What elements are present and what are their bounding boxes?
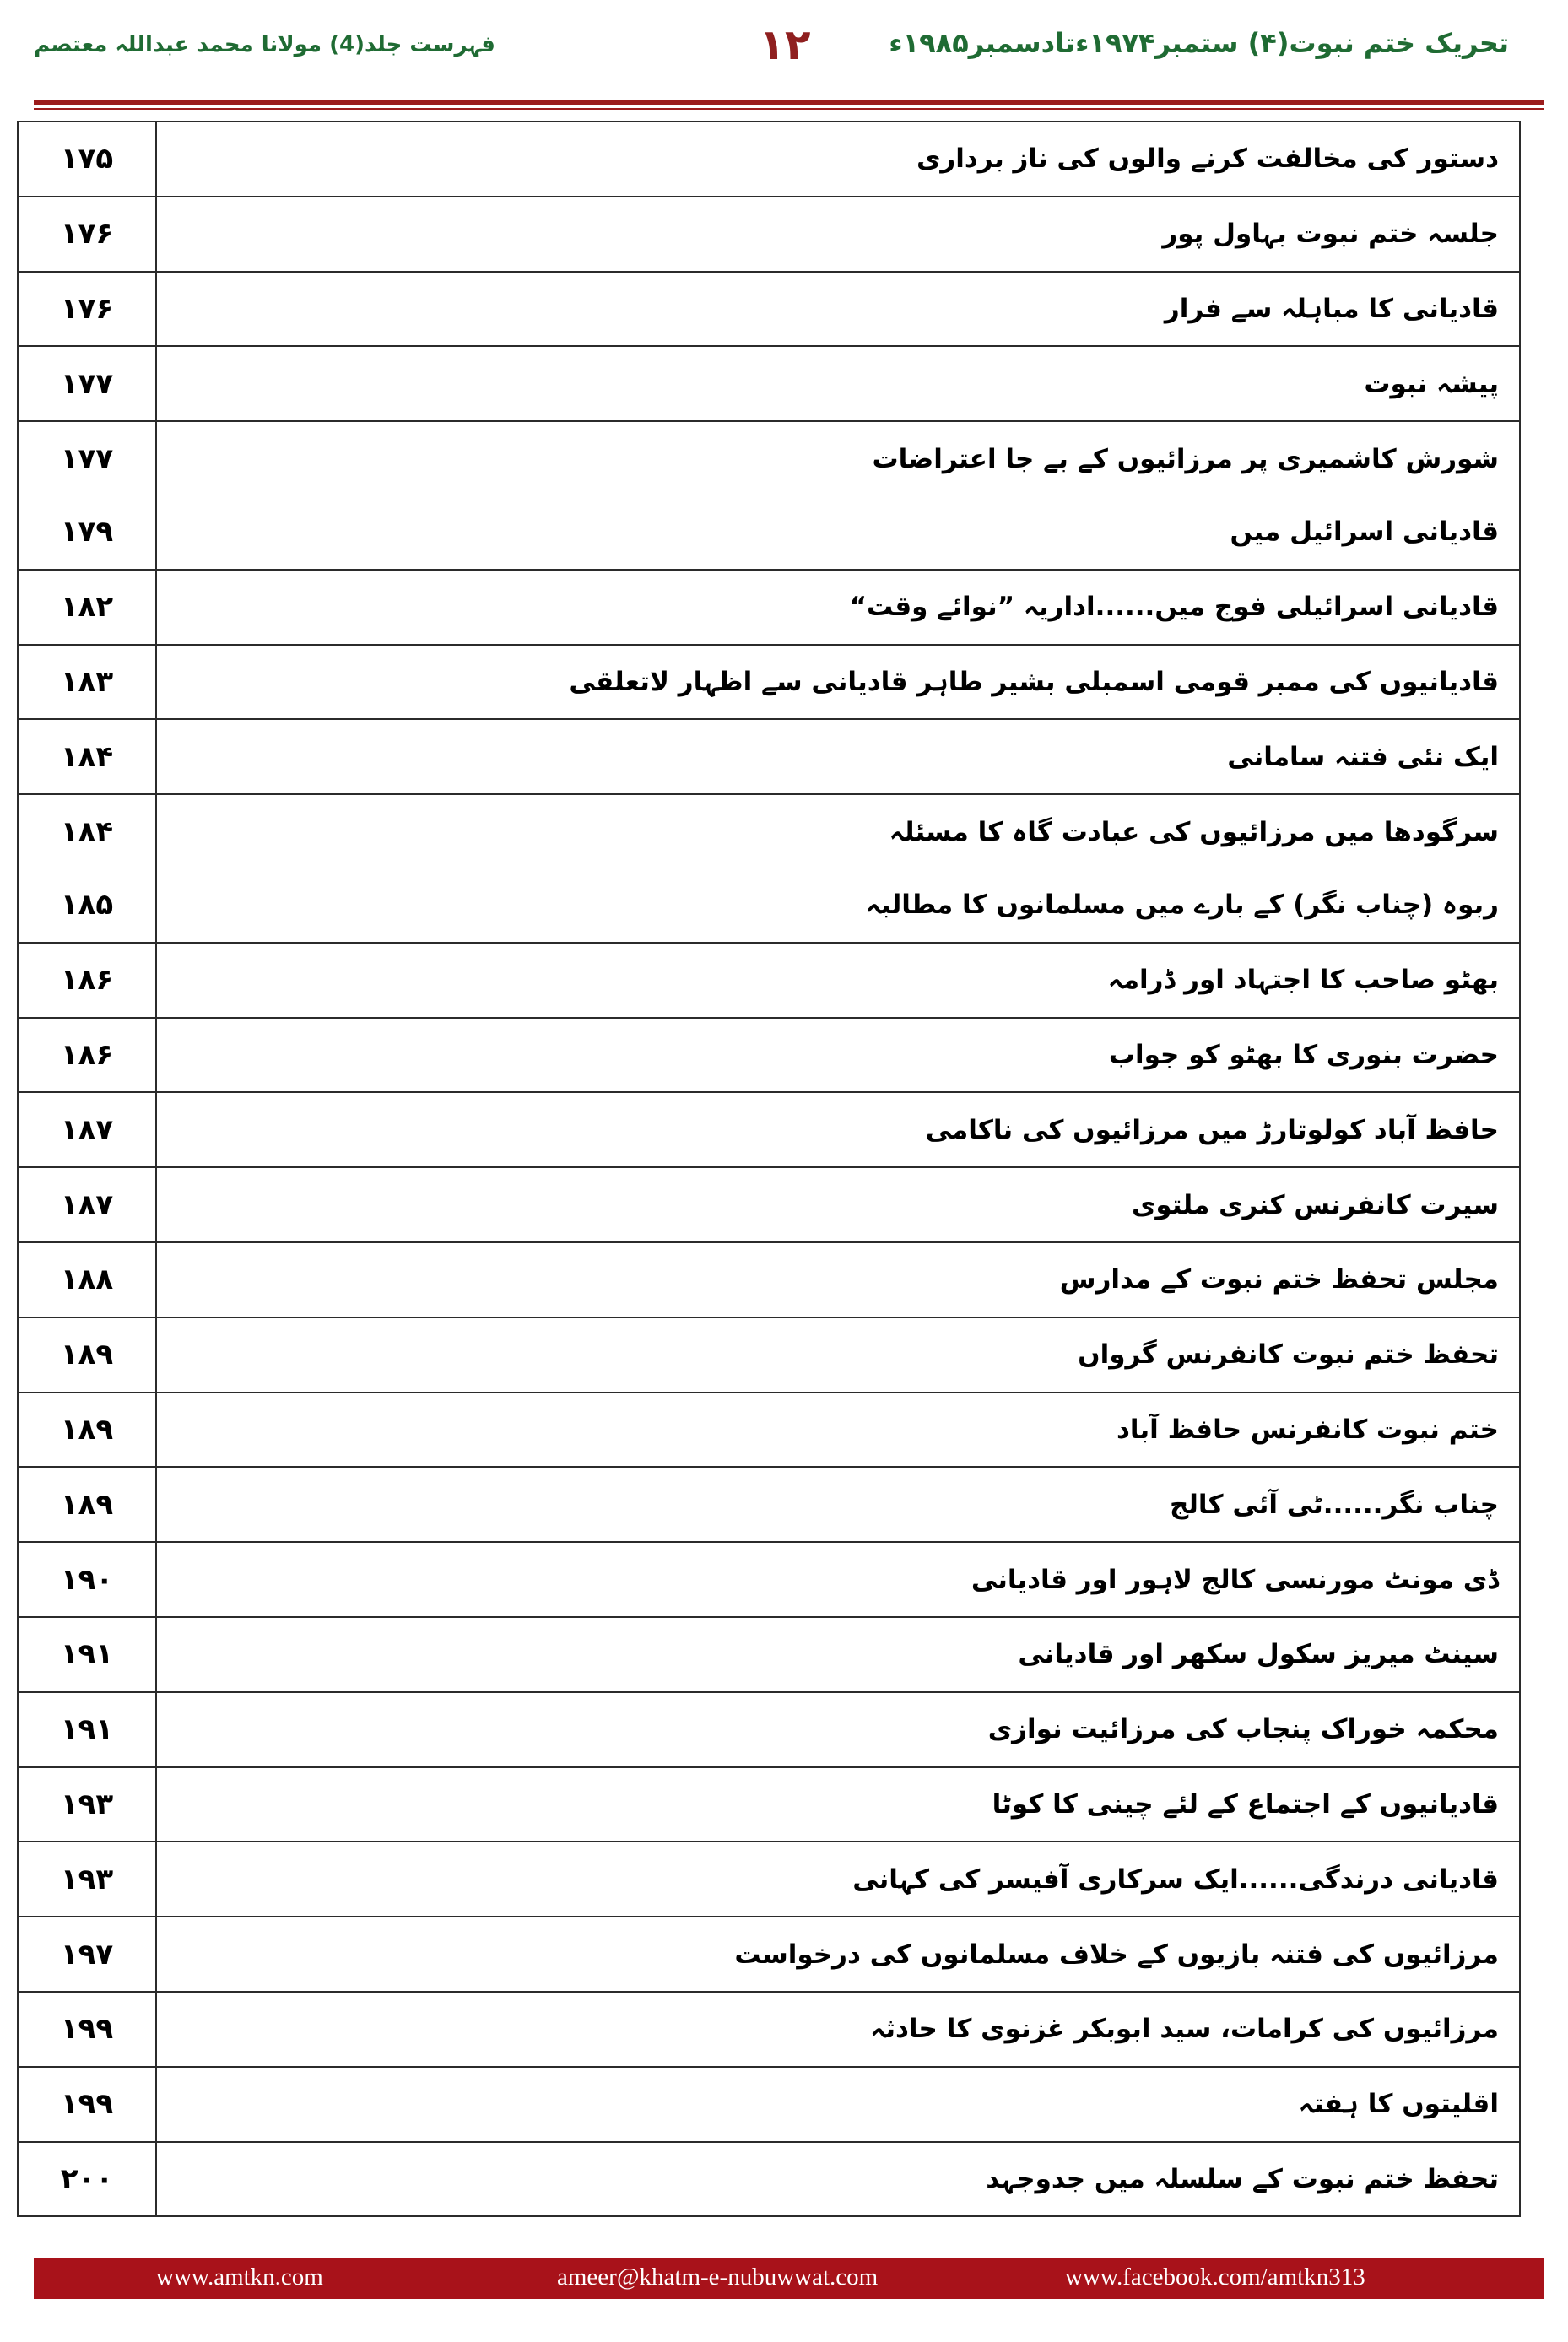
row-page-number: ۱۹۳ <box>18 1842 156 1917</box>
row-title[interactable]: تحفظ ختم نبوت کانفرنس گرواں <box>156 1317 1520 1393</box>
row-page-number: ۱۷۶ <box>18 272 156 347</box>
contents-table <box>17 121 1521 2217</box>
row-title[interactable]: قادیانی اسرائیلی فوج میں......اداریہ ”نوائے وقت“ <box>156 570 1520 645</box>
row-page-number: ۱۸۹ <box>18 1317 156 1393</box>
row-page-number: ۱۸۹ <box>18 1467 156 1542</box>
table-row <box>18 495 1520 570</box>
row-title[interactable]: تحفظ ختم نبوت کے سلسلہ میں جدوجہد <box>156 2142 1520 2217</box>
row-page-number: ۱۹۹ <box>18 2067 156 2142</box>
row-title[interactable]: چناب نگر......ٹی آئی کالج <box>156 1467 1520 1542</box>
website-link[interactable]: www.amtkn.com <box>156 2264 323 2291</box>
page-header <box>0 0 1568 93</box>
row-title[interactable]: مجلس تحفظ ختم نبوت کے مدارس <box>156 1242 1520 1317</box>
table-row <box>18 868 1520 943</box>
row-title[interactable]: پیشہ نبوت <box>156 346 1520 421</box>
row-title[interactable]: مرزائیوں کی فتنہ بازیوں کے خلاف مسلمانوں کی درخواست <box>156 1917 1520 1992</box>
table-row <box>18 1092 1520 1167</box>
row-page-number: ۱۷۵ <box>18 122 156 197</box>
row-title[interactable]: حافظ آباد کولوتارڑ میں مرزائیوں کی ناکامی <box>156 1092 1520 1167</box>
row-page-number: ۱۹۱ <box>18 1692 156 1767</box>
table-row <box>18 794 1520 868</box>
row-title[interactable]: اقلیتوں کا ہفتہ <box>156 2067 1520 2142</box>
volume-author-label <box>34 32 506 57</box>
volume-author-text: فہرست جلد(4) مولانا محمد عبداللہ معتصم <box>34 32 495 57</box>
table-row <box>18 1393 1520 1468</box>
row-page-number: ۱۹۹ <box>18 1992 156 2067</box>
table-row <box>18 1917 1520 1992</box>
row-title[interactable]: قادیانی اسرائیل میں <box>156 495 1520 570</box>
row-page-number: ۱۸۵ <box>18 868 156 943</box>
table-row <box>18 197 1520 272</box>
row-page-number: ۱۸۷ <box>18 1167 156 1242</box>
page-number: ۱۲ <box>759 20 811 69</box>
row-page-number: ۱۸۳ <box>18 645 156 720</box>
row-title[interactable]: قادیانی درندگی......ایک سرکاری آفیسر کی کہانی <box>156 1842 1520 1917</box>
row-page-number: ۱۸۶ <box>18 1018 156 1093</box>
row-title[interactable]: حضرت بنوری کا بھٹو کو جواب <box>156 1018 1520 1093</box>
table-row <box>18 1018 1520 1093</box>
page-footer <box>34 2258 1544 2299</box>
row-page-number: ۱۸۸ <box>18 1242 156 1317</box>
row-title[interactable]: بھٹو صاحب کا اجتہاد اور ڈرامہ <box>156 943 1520 1018</box>
email-link[interactable]: ameer@khatm-e-nubuwwat.com <box>557 2264 879 2291</box>
table-row <box>18 122 1520 197</box>
row-page-number: ۱۷۷ <box>18 346 156 421</box>
row-title[interactable]: محکمہ خوراک پنجاب کی مرزائیت نوازی <box>156 1692 1520 1767</box>
row-page-number: ۱۹۳ <box>18 1767 156 1842</box>
table-row <box>18 346 1520 421</box>
row-title[interactable]: قادیانیوں کی ممبر قومی اسمبلی بشیر طاہر قادیانی سے اظہار لاتعلقی <box>156 645 1520 720</box>
row-title[interactable]: سینٹ میریز سکول سکھر اور قادیانی <box>156 1617 1520 1692</box>
row-page-number: ۱۸۴ <box>18 794 156 868</box>
table-row <box>18 1767 1520 1842</box>
table-row <box>18 943 1520 1018</box>
row-title[interactable]: ربوہ (چناب نگر) کے بارے میں مسلمانوں کا مطالبہ <box>156 868 1520 943</box>
table-row <box>18 570 1520 645</box>
facebook-link[interactable]: www.facebook.com/amtkn313 <box>1065 2264 1365 2291</box>
table-row <box>18 1992 1520 2067</box>
table-row <box>18 421 1520 495</box>
row-page-number: ۱۷۷ <box>18 421 156 495</box>
table-row <box>18 645 1520 720</box>
table-row <box>18 1617 1520 1692</box>
row-title[interactable]: سرگودھا میں مرزائیوں کی عبادت گاہ کا مسئلہ <box>156 794 1520 868</box>
table-row <box>18 1167 1520 1242</box>
row-page-number: ۱۸۴ <box>18 719 156 794</box>
row-page-number: ۱۸۶ <box>18 943 156 1018</box>
row-title[interactable]: قادیانیوں کے اجتماع کے لئے چینی کا کوٹا <box>156 1767 1520 1842</box>
table-row <box>18 719 1520 794</box>
row-page-number: ۲۰۰ <box>18 2142 156 2217</box>
row-page-number: ۱۹۷ <box>18 1917 156 1992</box>
header-rule-thin <box>34 108 1544 110</box>
row-page-number: ۱۷۹ <box>18 495 156 570</box>
book-title: تحریک ختم نبوت(۴) ستمبر۱۹۷۴ءتادسمبر۱۹۸۵ء <box>889 27 1509 59</box>
table-row <box>18 1542 1520 1617</box>
row-page-number: ۱۸۷ <box>18 1092 156 1167</box>
table-row <box>18 2067 1520 2142</box>
row-page-number: ۱۸۲ <box>18 570 156 645</box>
row-page-number: ۱۹۱ <box>18 1617 156 1692</box>
row-title[interactable]: مرزائیوں کی کرامات، سید ابوبکر غزنوی کا حادثہ <box>156 1992 1520 2067</box>
row-page-number: ۱۷۶ <box>18 197 156 272</box>
table-row <box>18 1317 1520 1393</box>
row-page-number: ۱۸۹ <box>18 1393 156 1468</box>
row-title[interactable]: ایک نئی فتنہ سامانی <box>156 719 1520 794</box>
row-title[interactable]: ختم نبوت کانفرنس حافظ آباد <box>156 1393 1520 1468</box>
table-row <box>18 2142 1520 2217</box>
row-title[interactable]: قادیانی کا مباہلہ سے فرار <box>156 272 1520 347</box>
table-row <box>18 1842 1520 1917</box>
table-row <box>18 1692 1520 1767</box>
row-title[interactable]: ڈی مونٹ مورنسی کالج لاہور اور قادیانی <box>156 1542 1520 1617</box>
row-title[interactable]: سیرت کانفرنس کنری ملتوی <box>156 1167 1520 1242</box>
row-title[interactable]: جلسہ ختم نبوت بہاول پور <box>156 197 1520 272</box>
table-row <box>18 1242 1520 1317</box>
row-title[interactable]: شورش کاشمیری پر مرزائیوں کے بے جا اعتراضات <box>156 421 1520 495</box>
table-row <box>18 1467 1520 1542</box>
table-row <box>18 272 1520 347</box>
row-page-number: ۱۹۰ <box>18 1542 156 1617</box>
header-rule-thick <box>34 100 1544 105</box>
row-title[interactable]: دستور کی مخالفت کرنے والوں کی ناز برداری <box>156 122 1520 197</box>
